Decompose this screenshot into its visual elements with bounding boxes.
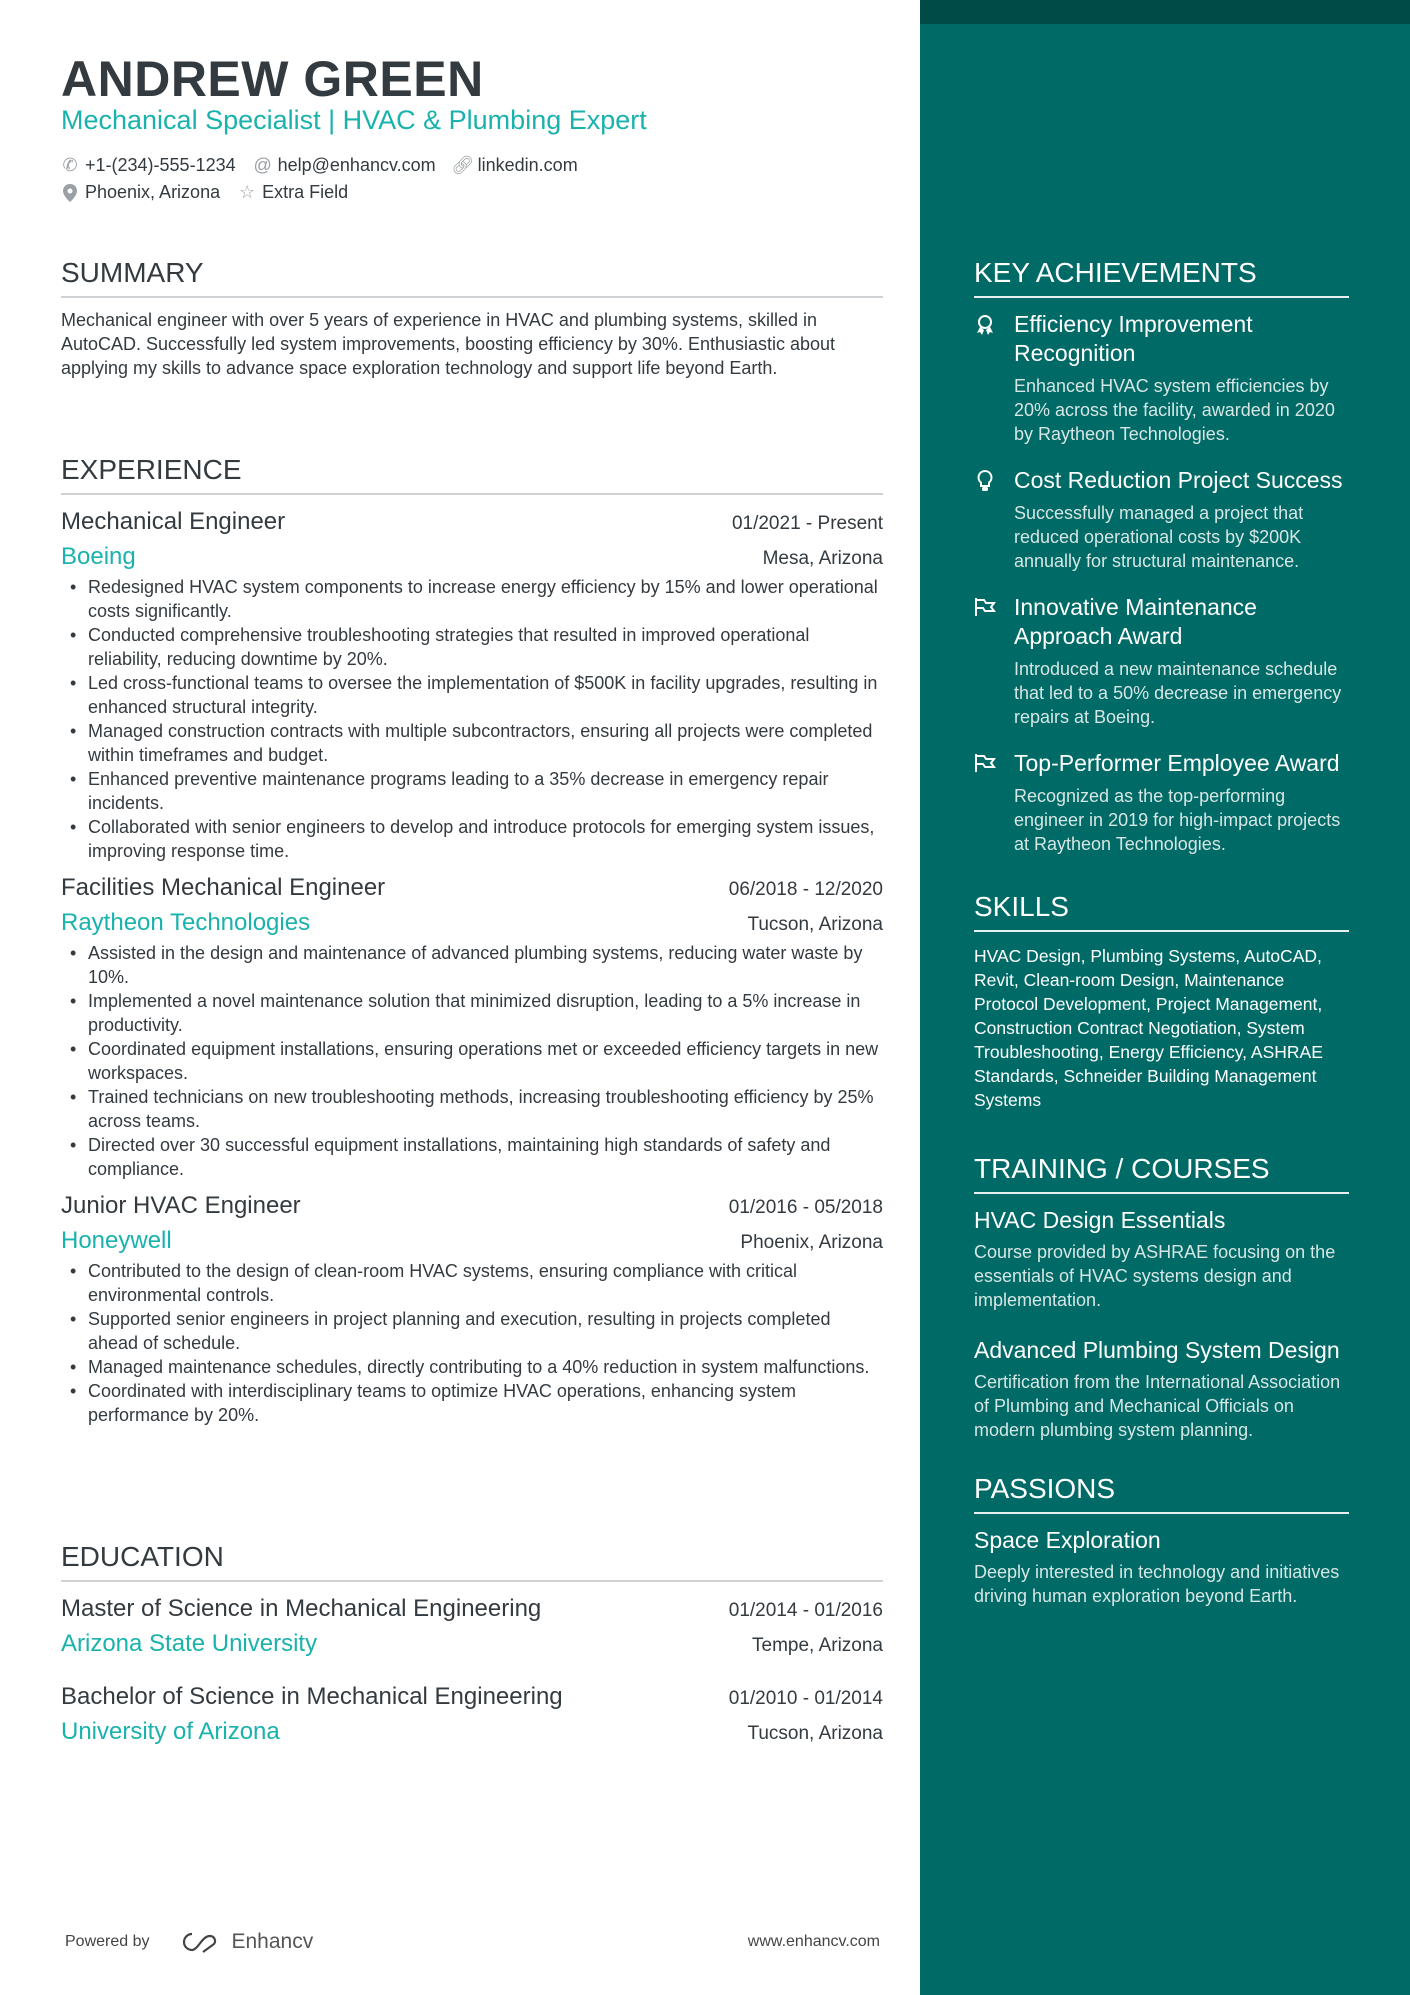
bullet-item: • Redesigned HVAC system components to increase energy efficiency by 15% and lower operational costs significantly. bbox=[61, 575, 883, 623]
education-section bbox=[61, 1540, 883, 1768]
achievement-title: Innovative Maintenance Approach Award bbox=[1014, 594, 1257, 649]
candidate-name: ANDREW GREEN bbox=[61, 51, 484, 107]
job-title: Mechanical Engineer bbox=[61, 508, 286, 535]
bullet-item: • Coordinated with interdisciplinary teams to optimize HVAC operations, enhancing system performance by 20%. bbox=[61, 1379, 883, 1427]
flag-icon bbox=[974, 749, 996, 856]
bullet-item: • Trained technicians on new troubleshooting methods, increasing troubleshooting efficiency by 25% across teams. bbox=[61, 1085, 883, 1133]
bullet-item: • Contributed to the design of clean-room HVAC systems, ensuring compliance with critical environmental controls. bbox=[61, 1259, 883, 1307]
bullet-item: • Enhanced preventive maintenance programs leading to a 35% decrease in emergency repair incidents. bbox=[61, 767, 883, 815]
bullet-item: • Managed maintenance schedules, directly contributing to a 40% reduction in system malfunctions. bbox=[61, 1355, 883, 1379]
item-desc: Deeply interested in technology and initiatives driving human exploration beyond Earth. bbox=[974, 1562, 1340, 1606]
edu-location: Tucson, Arizona bbox=[747, 1723, 883, 1744]
achievement-item bbox=[974, 749, 1349, 856]
achievement-desc: Recognized as the top-performing engineer in 2019 for high-impact projects at Raytheon Technologies. bbox=[1014, 786, 1341, 854]
company-name: Raytheon Technologies bbox=[61, 909, 311, 936]
item-title: Advanced Plumbing System Design bbox=[974, 1337, 1340, 1363]
powered-by: Powered by bbox=[65, 1933, 150, 1950]
job-entry bbox=[61, 1189, 883, 1427]
bullet-item: • Managed construction contracts with multiple subcontractors, ensuring all projects were completed within timeframes and budget. bbox=[61, 719, 883, 767]
footer-url[interactable]: www.enhancv.com bbox=[747, 1933, 880, 1950]
phone-icon: ✆ bbox=[62, 155, 78, 175]
section-title: EXPERIENCE bbox=[61, 453, 883, 495]
job-entry bbox=[61, 505, 883, 863]
sidebar bbox=[920, 0, 1410, 1995]
brand-name: Enhancv bbox=[231, 1930, 314, 1953]
link-icon: 🔗︎ bbox=[451, 155, 475, 175]
linkedin[interactable]: linkedin.com bbox=[477, 155, 578, 175]
achievement-title: Top-Performer Employee Award bbox=[1014, 750, 1340, 776]
section-title: SKILLS bbox=[974, 890, 1349, 932]
company-name: Honeywell bbox=[61, 1227, 172, 1254]
bullet-item: • Implemented a novel maintenance solution that minimized disruption, leading to a 5% increase in productivity. bbox=[61, 989, 883, 1037]
item-title: HVAC Design Essentials bbox=[974, 1207, 1226, 1233]
location-pin-icon bbox=[61, 184, 79, 202]
experience-section bbox=[61, 453, 883, 1435]
school-name: Arizona State University bbox=[61, 1630, 318, 1657]
bullet-list bbox=[61, 941, 883, 1181]
job-entry bbox=[61, 871, 883, 1181]
edu-location: Tempe, Arizona bbox=[752, 1635, 883, 1656]
training-item bbox=[974, 1206, 1349, 1312]
summary-section bbox=[61, 256, 883, 380]
section-title: EDUCATION bbox=[61, 1540, 883, 1582]
achievement-desc: Introduced a new maintenance schedule that led to a 50% decrease in emergency repairs at Boeing. bbox=[1014, 659, 1342, 727]
bullet-item: • Collaborated with senior engineers to develop and introduce protocols for emerging system issues, improving response time. bbox=[61, 815, 883, 863]
education-entry bbox=[61, 1592, 883, 1662]
bullet-item: • Supported senior engineers in project planning and execution, resulting in projects completed ahead of schedule. bbox=[61, 1307, 883, 1355]
job-dates: 01/2016 - 05/2018 bbox=[728, 1197, 883, 1218]
bullet-item: • Directed over 30 successful equipment installations, maintaining high standards of safety and compliance. bbox=[61, 1133, 883, 1181]
bullet-item: • Conducted comprehensive troubleshooting strategies that resulted in improved operational reliability, reducing downtime by 20%. bbox=[61, 623, 883, 671]
edu-dates: 01/2014 - 01/2016 bbox=[728, 1600, 883, 1621]
edu-dates: 01/2010 - 01/2014 bbox=[728, 1688, 883, 1709]
extra-field: Extra Field bbox=[262, 182, 349, 202]
bullet-list bbox=[61, 1259, 883, 1427]
star-icon: ☆ bbox=[239, 182, 256, 202]
achievement-item bbox=[974, 593, 1349, 729]
bullet-list bbox=[61, 575, 883, 863]
company-name: Boeing bbox=[61, 543, 136, 570]
achievement-title: Cost Reduction Project Success bbox=[1014, 467, 1343, 493]
job-location: Phoenix, Arizona bbox=[740, 1232, 883, 1253]
skills-text: HVAC Design, Plumbing Systems, AutoCAD, Revit, Clean-room Design, Maintenance Protocol Development, Project Management, Construction Contract Negotiation, System Troubleshooting, Energy Efficiency, ASHRAE Standards, Schneider Building Management Systems bbox=[974, 946, 1323, 1110]
section-title: TRAINING / COURSES bbox=[974, 1152, 1349, 1194]
bullet-item: • Coordinated equipment installations, ensuring operations met or exceeded efficiency targets in new workspaces. bbox=[61, 1037, 883, 1085]
job-title: Junior HVAC Engineer bbox=[61, 1192, 301, 1219]
job-location: Mesa, Arizona bbox=[762, 548, 883, 569]
award-icon bbox=[974, 310, 996, 446]
summary-text: Mechanical engineer with over 5 years of experience in HVAC and plumbing systems, skilled in AutoCAD. Successfully led system improvements, boosting efficiency by 30%. Enthusiastic about applying my skills to advance space exploration technology and support life beyond Earth. bbox=[61, 310, 836, 378]
training-item bbox=[974, 1336, 1349, 1442]
job-dates: 06/2018 - 12/2020 bbox=[728, 879, 883, 900]
job-dates: 01/2021 - Present bbox=[731, 513, 883, 534]
candidate-title: Mechanical Specialist | HVAC & Plumbing Expert bbox=[61, 105, 647, 135]
achievement-desc: Enhanced HVAC system efficiencies by 20% across the facility, awarded in 2020 by Raytheon Technologies. bbox=[1014, 376, 1335, 444]
achievement-title: Efficiency Improvement Recognition bbox=[1014, 311, 1253, 366]
item-desc: Certification from the International Association of Plumbing and Mechanical Officials on modern plumbing system planning. bbox=[974, 1372, 1341, 1440]
footer bbox=[65, 1930, 880, 1954]
job-location: Tucson, Arizona bbox=[747, 914, 883, 935]
section-title: PASSIONS bbox=[974, 1472, 1349, 1514]
sidebar-top-bar bbox=[920, 0, 1410, 24]
bullet-item: • Led cross-functional teams to oversee the implementation of $500K in facility upgrades, resulting in enhanced structural integrity. bbox=[61, 671, 883, 719]
school-name: University of Arizona bbox=[61, 1718, 280, 1745]
item-title: Space Exploration bbox=[974, 1527, 1161, 1553]
item-desc: Course provided by ASHRAE focusing on the essentials of HVAC systems design and implementation. bbox=[974, 1242, 1336, 1310]
achievement-item bbox=[974, 466, 1349, 573]
education-entry bbox=[61, 1680, 883, 1750]
achievement-item bbox=[974, 310, 1349, 446]
section-title: KEY ACHIEVEMENTS bbox=[974, 256, 1349, 298]
location: Phoenix, Arizona bbox=[85, 182, 221, 202]
degree: Bachelor of Science in Mechanical Engineering bbox=[61, 1683, 563, 1710]
phone[interactable]: +1-(234)-555-1234 bbox=[85, 155, 236, 175]
enhancv-logo-icon[interactable] bbox=[178, 1930, 314, 1954]
achievement-desc: Successfully managed a project that reduced operational costs by $200K annually for structural maintenance. bbox=[1014, 503, 1304, 571]
passions-item bbox=[974, 1526, 1349, 1608]
bullet-item: • Assisted in the design and maintenance of advanced plumbing systems, reducing water waste by 10%. bbox=[61, 941, 883, 989]
sidebar-content bbox=[974, 256, 1349, 1632]
flag-icon bbox=[974, 593, 996, 729]
job-title: Facilities Mechanical Engineer bbox=[61, 874, 386, 901]
lightbulb-icon bbox=[974, 466, 996, 573]
at-icon: @ bbox=[253, 155, 272, 175]
degree: Master of Science in Mechanical Engineering bbox=[61, 1595, 542, 1622]
email[interactable]: help@enhancv.com bbox=[277, 155, 436, 175]
section-title: SUMMARY bbox=[61, 256, 883, 298]
contact-info bbox=[61, 152, 578, 206]
